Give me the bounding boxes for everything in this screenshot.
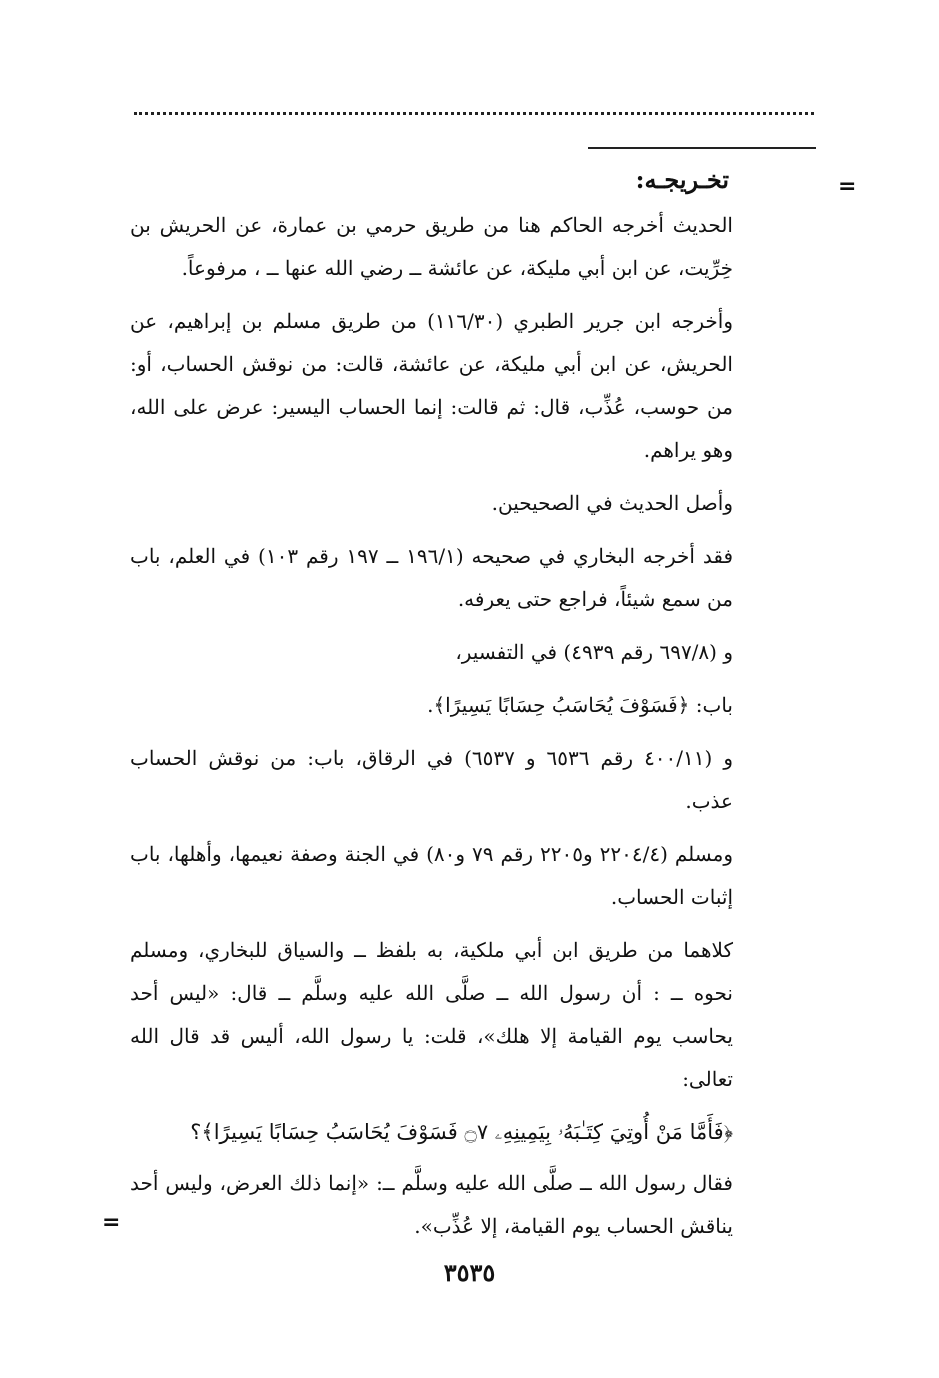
paragraph-hakim: الحديث أخرجه الحاكم هنا من طريق حرمي بن عمارة، عن الحريش بن خِرِّيت، عن ابن أبي مليكة، عن عائشة ــ رضي الله عنها ــ ، مرفوعاً. [130, 213, 733, 280]
dotted-separator [134, 112, 814, 115]
paragraph-conclusion: فقال رسول الله ــ صلَّى الله عليه وسلَّم ــ: «إنما ذلك العرض، وليس أحد يناقش الحساب يوم القيامة، إلا عُذِّب». [130, 1171, 733, 1238]
page-number: ٣٥٣٥ [443, 1258, 496, 1287]
paragraph-muslim: ومسلم (٢٢٠٤/٤ و٢٢٠٥ رقم ٧٩ و٨٠) في الجنة وصفة نعيمها، وأهلها، باب إثبات الحساب. [130, 842, 734, 909]
main-text [130, 204, 733, 1258]
continuation-mark-right: = [838, 174, 857, 199]
paragraph-both: كلاهما من طريق ابن أبي ملكية، به بلفظ ــ والسياق للبخاري، ومسلم نحوه ــ : أن رسول الله ــ صلَّى الله عليه وسلَّم ــ قال: «ليس أحد يحاسب يوم القيامة إلا هلك»، قلت: يا رسول الله، أليس قد قال الله تعالى: [130, 938, 734, 1091]
paragraph-bab-verse: باب: ﴿فَسَوْفَ يُحَاسَبُ حِسَابًا يَسِيرًا﴾. [427, 693, 733, 717]
section-heading: تخـريجـه: [635, 165, 729, 194]
paragraph-bukhari: فقد أخرجه البخاري في صحيحه (١٩٦/١ ــ ١٩٧ رقم ١٠٣) في العلم، باب من سمع شيئاً، فراجع حتى يعرفه. [130, 544, 734, 611]
paragraph-tafsir: و (٦٩٧/٨ رقم ٤٩٣٩) في التفسير، [455, 640, 733, 664]
paragraph-tabari: وأخرجه ابن جرير الطبري (١١٦/٣٠) من طريق مسلم بن إبراهيم، عن الحريش، عن ابن أبي مليكة، عن عائشة، قالت: من نوقش الحساب، أو: من حوسب، عُذِّب، قال: ثم قالت: إنما الحساب اليسير: عرض على الله، وهو يراهم. [130, 309, 733, 462]
quran-verse: ﴿فَأَمَّا مَنْ أُوتِيَ كِتَـٰبَهُۥ بِيَمِينِهِۦ ۝٧ فَسَوْفَ يُحَاسَبُ حِسَابًا يَسِيرًا﴾؟ [190, 1120, 733, 1144]
continuation-mark-left: = [102, 1210, 121, 1235]
paragraph-riqaq: و (٤٠٠/١١ رقم ٦٥٣٦ و ٦٥٣٧) في الرقاق، باب: من نوقش الحساب عذب. [130, 746, 733, 813]
heading-rule [588, 147, 816, 149]
paragraph-sahihayn: وأصل الحديث في الصحيحين. [491, 491, 733, 515]
